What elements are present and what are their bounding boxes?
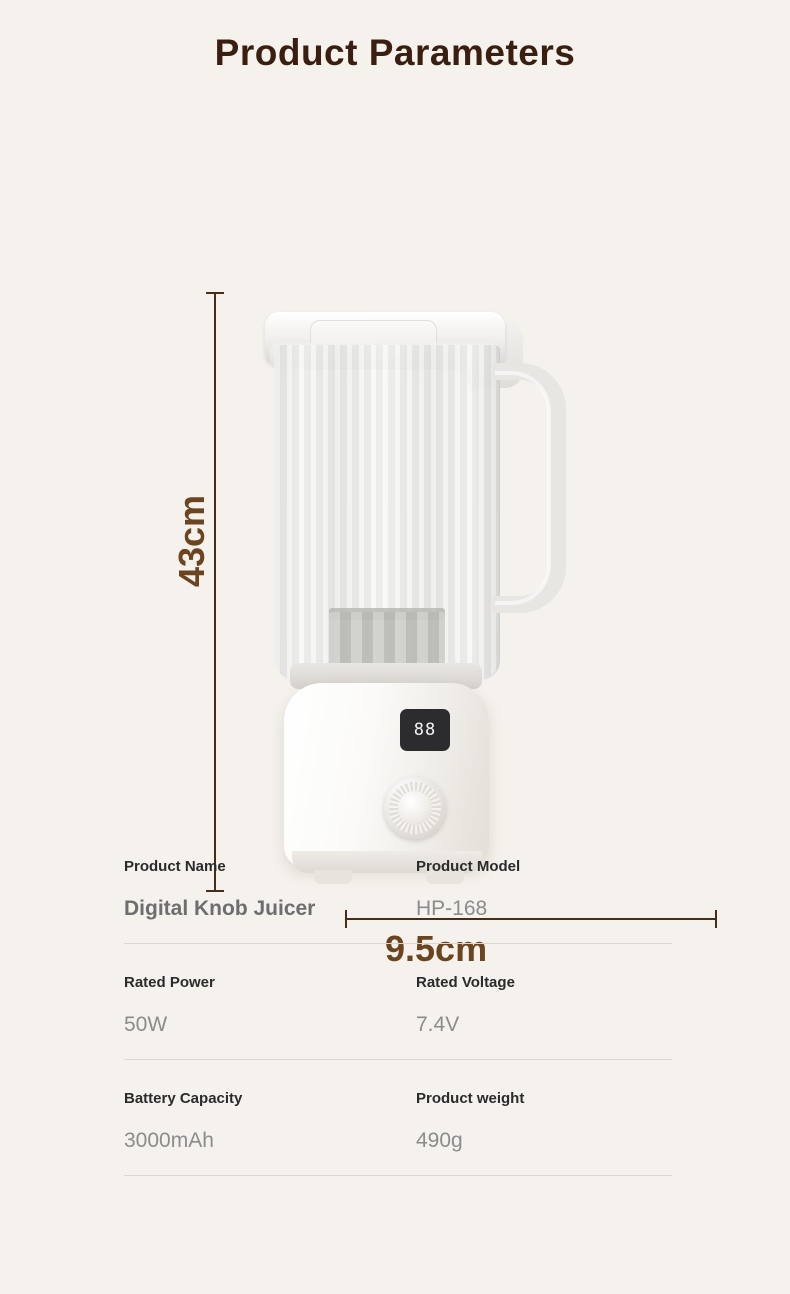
specs-table: [124, 858, 672, 1176]
led-display: [400, 709, 450, 751]
table-row: [124, 974, 672, 1060]
spec-cell-right: [398, 1090, 672, 1153]
spec-label: Product Name: [124, 858, 226, 875]
spec-value: HP-168: [416, 897, 488, 920]
spec-value: 3000mAh: [124, 1129, 214, 1152]
spec-label: Rated Power: [124, 974, 215, 991]
spec-value: Digital Knob Juicer: [124, 897, 316, 920]
spec-label: Rated Voltage: [416, 974, 515, 991]
led-display-digits: 88: [413, 719, 437, 740]
row-spacer: [124, 1060, 672, 1090]
width-dimension-cap-right: [715, 910, 717, 928]
spec-cell-right: [398, 974, 672, 1037]
spec-cell-left: [124, 858, 398, 921]
blender-illustration: [262, 285, 582, 900]
spec-label: Battery Capacity: [124, 1090, 243, 1107]
spec-label: Product Model: [416, 858, 521, 875]
height-dimension-label: 43cm: [171, 494, 213, 588]
width-dimension-label: 9.5cm: [385, 928, 488, 969]
control-knob-center: [398, 791, 432, 825]
table-row: [124, 858, 672, 944]
motor-base: [284, 683, 489, 868]
blender-jar: [274, 345, 500, 680]
row-spacer: [124, 944, 672, 974]
spec-cell-left: [124, 1090, 398, 1153]
page-title: Product Parameters: [214, 32, 576, 73]
spec-cell-left: [124, 974, 398, 1037]
jar-handle-highlight: [495, 371, 551, 605]
table-row: [124, 1090, 672, 1176]
spec-value: 50W: [124, 1013, 168, 1036]
spec-value: 490g: [416, 1129, 463, 1152]
spec-label: Product weight: [416, 1090, 525, 1107]
spec-cell-right: [398, 858, 672, 921]
spec-value: 7.4V: [416, 1013, 460, 1036]
jar-blade-assembly: [329, 612, 445, 668]
height-dimension-line: [214, 292, 216, 892]
